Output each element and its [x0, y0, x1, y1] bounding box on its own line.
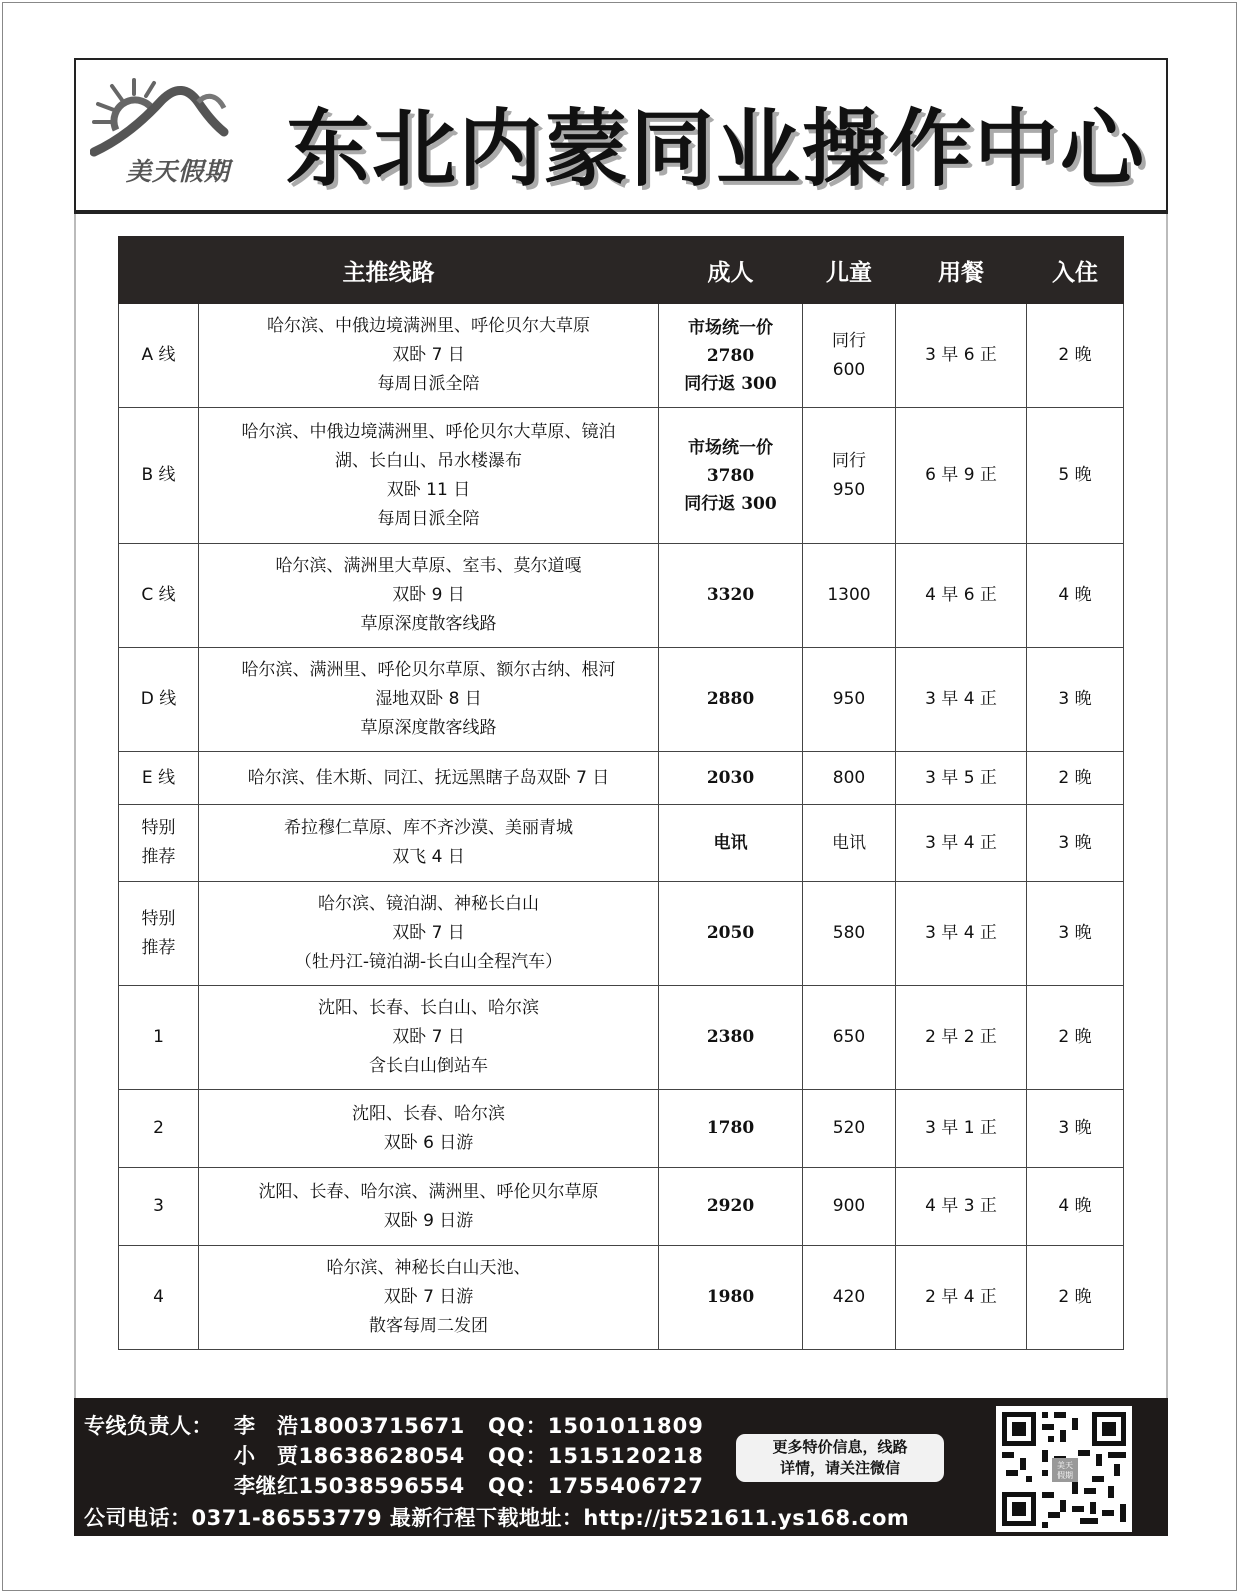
header-adult: 成人	[659, 237, 803, 304]
table-row	[119, 752, 1124, 805]
row-adult-price: 3320	[659, 544, 803, 648]
row-nights: 3 晚	[1027, 648, 1124, 752]
row-meals: 2 早 4 正	[896, 1246, 1027, 1350]
logo-text: 美天假期	[126, 157, 231, 186]
contact-name: 李 浩	[234, 1414, 299, 1438]
row-code: 2	[119, 1090, 199, 1168]
table-row	[119, 986, 1124, 1090]
contact-name: 李继红	[234, 1474, 299, 1498]
contact-phone: 18638628054	[298, 1444, 465, 1468]
contact-qq: QQ：1501011809	[488, 1414, 704, 1438]
wechat-promo	[736, 1434, 944, 1482]
contact-phone: 15038596554	[298, 1474, 465, 1498]
row-meals: 3 早 4 正	[896, 805, 1027, 882]
row-route: 哈尔滨、镜泊湖、神秘长白山 双卧 7 日 （牡丹江-镜泊湖-长白山全程汽车）	[199, 882, 659, 986]
contact-line	[234, 1440, 465, 1470]
contact-line	[234, 1410, 465, 1440]
row-adult-price: 1780	[659, 1090, 803, 1168]
row-adult-price: 2880	[659, 648, 803, 752]
row-nights: 2 晚	[1027, 986, 1124, 1090]
contact-phone: 18003715671	[298, 1414, 465, 1438]
row-route: 哈尔滨、满洲里、呼伦贝尔草原、额尔古纳、根河 湿地双卧 8 日 草原深度散客线路	[199, 648, 659, 752]
table-row	[119, 1168, 1124, 1246]
header-nights: 入住	[1027, 237, 1124, 304]
table-row	[119, 1246, 1124, 1350]
promo-line: 更多特价信息，线路	[772, 1438, 908, 1456]
contact-qq: QQ：1515120218	[488, 1444, 704, 1468]
row-adult-price: 市场统一价 2780 同行返 300	[659, 304, 803, 408]
table-row	[119, 882, 1124, 986]
header-route: 主推线路	[119, 237, 659, 304]
row-child-price: 同行 950	[803, 408, 896, 544]
contact-line	[234, 1470, 465, 1500]
contact-name: 小 贾	[234, 1444, 299, 1468]
row-child-price: 900	[803, 1168, 896, 1246]
row-nights: 5 晚	[1027, 408, 1124, 544]
row-route: 沈阳、长春、哈尔滨 双卧 6 日游	[199, 1090, 659, 1168]
row-nights: 3 晚	[1027, 1090, 1124, 1168]
row-code: E 线	[119, 752, 199, 805]
row-route: 哈尔滨、中俄边境满洲里、呼伦贝尔大草原 双卧 7 日 每周日派全陪	[199, 304, 659, 408]
table-header-row	[119, 237, 1124, 304]
row-route: 哈尔滨、佳木斯、同江、抚远黑瞎子岛双卧 7 日	[199, 752, 659, 805]
row-code: 特别 推荐	[119, 805, 199, 882]
row-code: 特别 推荐	[119, 882, 199, 986]
header-meals: 用餐	[896, 237, 1027, 304]
row-child-price: 电讯	[803, 805, 896, 882]
row-nights: 4 晚	[1027, 544, 1124, 648]
row-child-price: 800	[803, 752, 896, 805]
table-row	[119, 544, 1124, 648]
row-adult-price: 2920	[659, 1168, 803, 1246]
row-nights: 2 晚	[1027, 752, 1124, 805]
row-child-price: 950	[803, 648, 896, 752]
row-adult-price: 2380	[659, 986, 803, 1090]
row-code: A 线	[119, 304, 199, 408]
table-row	[119, 805, 1124, 882]
page-title: 东北内蒙同业操作中心	[286, 99, 1147, 198]
row-adult-price: 电讯	[659, 805, 803, 882]
row-nights: 2 晚	[1027, 1246, 1124, 1350]
row-route: 哈尔滨、中俄边境满洲里、呼伦贝尔大草原、镜泊 湖、长白山、吊水楼瀑布 双卧 11 日 每周日派全陪	[199, 408, 659, 544]
footer	[74, 1398, 1168, 1536]
row-route: 沈阳、长春、长白山、哈尔滨 双卧 7 日 含长白山倒站车	[199, 986, 659, 1090]
row-adult-price: 市场统一价 3780 同行返 300	[659, 408, 803, 544]
row-adult-price: 2030	[659, 752, 803, 805]
table-row	[119, 304, 1124, 408]
row-meals: 4 早 3 正	[896, 1168, 1027, 1246]
routes-table	[118, 236, 1124, 1350]
row-code: D 线	[119, 648, 199, 752]
promo-line: 详情，请关注微信	[779, 1459, 900, 1477]
row-child-price: 1300	[803, 544, 896, 648]
row-route: 沈阳、长春、哈尔滨、满洲里、呼伦贝尔草原 双卧 9 日游	[199, 1168, 659, 1246]
row-route: 希拉穆仁草原、库不齐沙漠、美丽青城 双飞 4 日	[199, 805, 659, 882]
table-row	[119, 648, 1124, 752]
row-meals: 3 早 5 正	[896, 752, 1027, 805]
row-child-price: 420	[803, 1246, 896, 1350]
row-meals: 2 早 2 正	[896, 986, 1027, 1090]
row-meals: 3 早 4 正	[896, 648, 1027, 752]
row-child-price: 650	[803, 986, 896, 1090]
qr-code-icon[interactable]	[996, 1406, 1132, 1532]
row-meals: 3 早 6 正	[896, 304, 1027, 408]
row-code: 4	[119, 1246, 199, 1350]
row-nights: 4 晚	[1027, 1168, 1124, 1246]
header	[74, 58, 1168, 214]
row-adult-price: 2050	[659, 882, 803, 986]
row-child-price: 520	[803, 1090, 896, 1168]
table-row	[119, 408, 1124, 544]
svg-text:美天: 美天	[1057, 1461, 1073, 1470]
row-route: 哈尔滨、神秘长白山天池、 双卧 7 日游 散客每周二发团	[199, 1246, 659, 1350]
company-phone: 公司电话：0371-86553779 最新行程下载地址：http://jt521611.ys168.com	[84, 1506, 910, 1530]
contact-qq: QQ：1755406727	[488, 1474, 704, 1498]
row-meals: 6 早 9 正	[896, 408, 1027, 544]
row-route: 哈尔滨、满洲里大草原、室韦、莫尔道嘎 双卧 9 日 草原深度散客线路	[199, 544, 659, 648]
row-code: 3	[119, 1168, 199, 1246]
contact-label: 专线负责人：	[84, 1414, 213, 1438]
header-child: 儿童	[803, 237, 896, 304]
row-child-price: 同行 600	[803, 304, 896, 408]
row-nights: 3 晚	[1027, 882, 1124, 986]
row-meals: 3 早 1 正	[896, 1090, 1027, 1168]
svg-text:假期: 假期	[1057, 1471, 1073, 1480]
row-adult-price: 1980	[659, 1246, 803, 1350]
row-child-price: 580	[803, 882, 896, 986]
row-code: B 线	[119, 408, 199, 544]
sun-mountain-logo-icon	[90, 78, 270, 158]
qr-code-graphic	[996, 1406, 1132, 1532]
table-row	[119, 1090, 1124, 1168]
row-nights: 2 晚	[1027, 304, 1124, 408]
row-meals: 4 早 6 正	[896, 544, 1027, 648]
row-nights: 3 晚	[1027, 805, 1124, 882]
row-code: C 线	[119, 544, 199, 648]
row-meals: 3 早 4 正	[896, 882, 1027, 986]
row-code: 1	[119, 986, 199, 1090]
logo	[90, 78, 270, 188]
